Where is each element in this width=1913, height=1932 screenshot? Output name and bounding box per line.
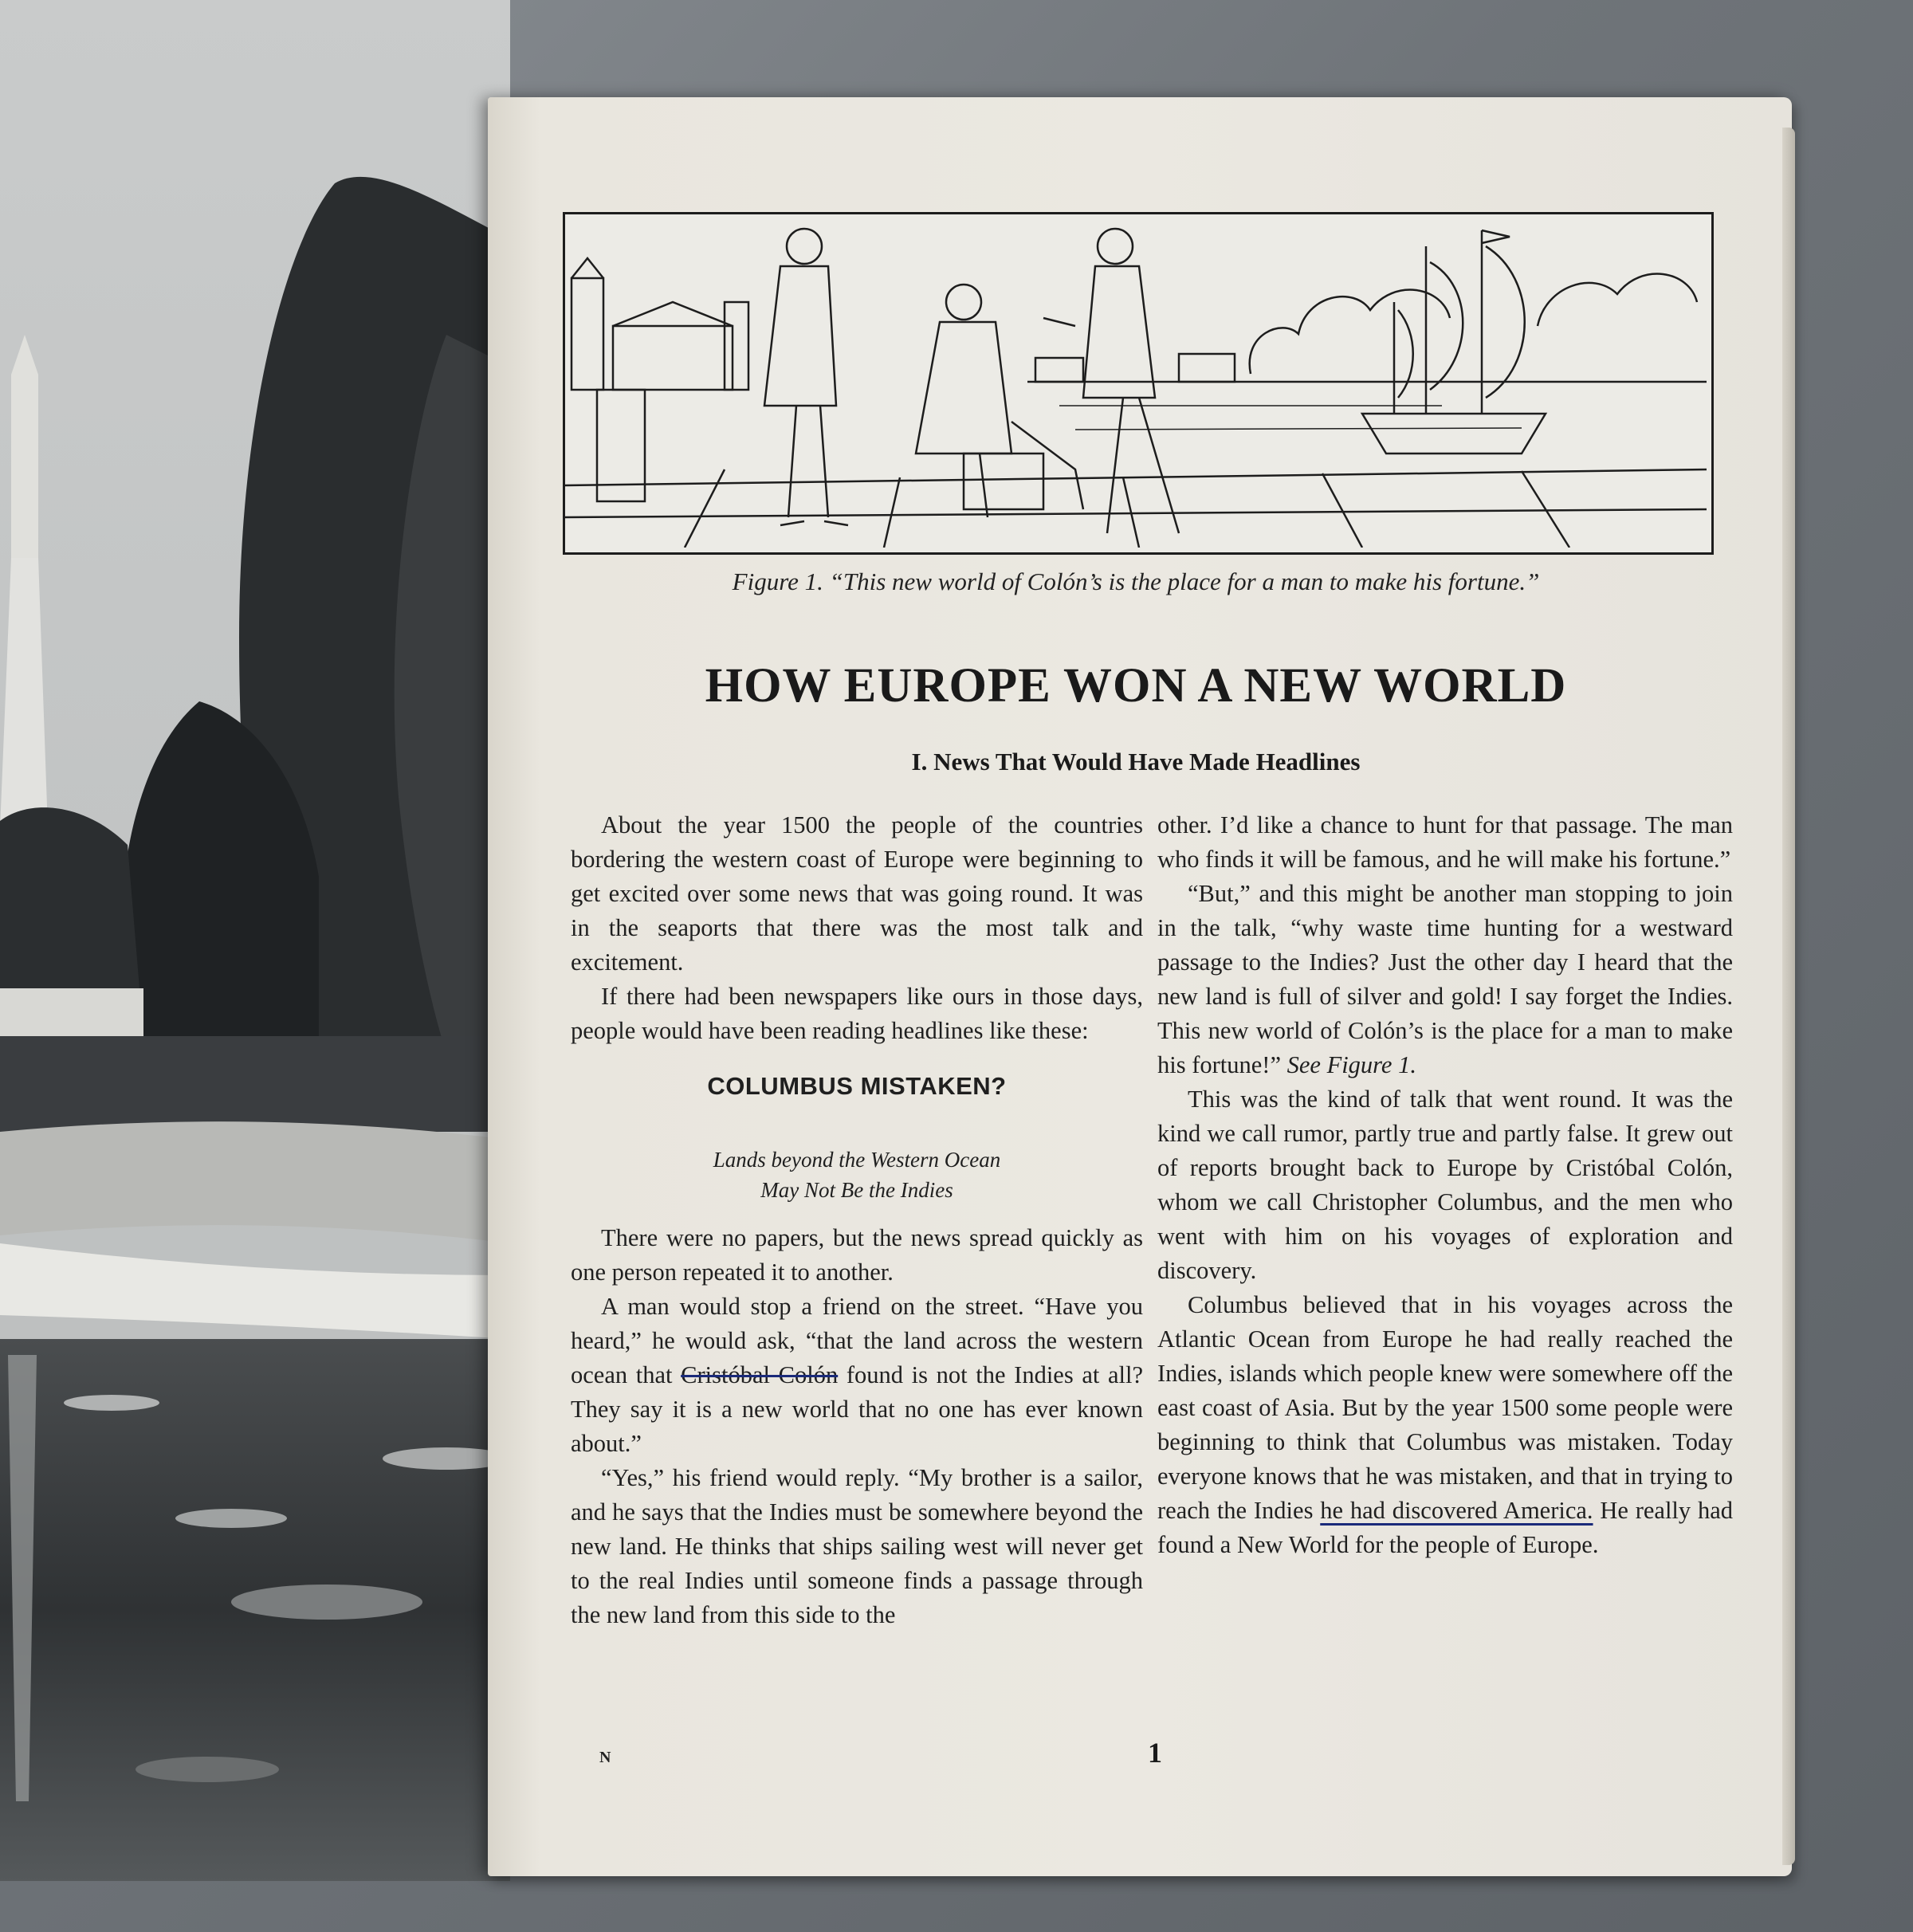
paragraph-text: He really had found a New World for the people of Europe. bbox=[1157, 1497, 1734, 1558]
caption-label: Figure 1. bbox=[732, 567, 823, 595]
paragraph: This was the kind of talk that went round. It was the kind we call rumor, partly true and partly false. It grew out of reports brought back to Europe by Cristóbal Colón, whom we call Christopher Columbus, and the men who went with him on his voyages of exploration and discovery. bbox=[1157, 1086, 1733, 1284]
caption-text: “This new world of Colón’s is the place for a man to make his fortune.” bbox=[829, 567, 1540, 595]
newspaper-headline: COLUMBUS MISTAKEN? bbox=[707, 1072, 1007, 1100]
paragraph bbox=[1157, 1288, 1733, 1562]
lily-pad bbox=[136, 1757, 279, 1782]
harbor-scene-drawing bbox=[565, 214, 1707, 548]
pen-underlined-text: he had discovered America. bbox=[1320, 1497, 1593, 1524]
figure-reference: See Figure 1. bbox=[1286, 1051, 1416, 1078]
lily-pad bbox=[64, 1395, 159, 1411]
signature-mark: N bbox=[599, 1749, 611, 1766]
paragraph-text: A man would stop a friend on the street. “Have you heard,” he would ask, “that the land across the western ocean that bbox=[571, 1293, 1143, 1388]
paragraph: “Yes,” his friend would reply. “My brother is a sailor, and he says that the Indies must be somewhere beyond the new land. He thinks that ships sailing west will never get to the real Indies until someone finds a passage through the new land from this side to the bbox=[571, 1464, 1143, 1628]
section-title: I. News That Would Have Made Headlines bbox=[911, 748, 1361, 776]
paragraph-text: “But,” and this might be another man stopping to join in the talk, “why waste time hunting for a westward passage to the Indies? Just the other day I heard that the new land is full of silver and gold! I say forget the Indies. This new world of Colón’s is the place for a man to make his fortune!” bbox=[1157, 880, 1733, 1078]
paragraph-text: Columbus believed that in his voyages across the Atlantic Ocean from Europe he had really reached the Indies, islands which people knew were somewhere off the east coast of Asia. But by the year 1500 some people were beginning to think that Columbus was mistaken. Today everyone knows that he was mistaken, and that in trying to reach the Indies bbox=[1157, 1291, 1733, 1524]
paragraph: other. I’d like a chance to hunt for that passage. The man who finds it will be famous, and he will make his fortune.” bbox=[1157, 811, 1733, 873]
paragraph: If there had been newspapers like ours in those days, people would have been reading headlines like these: bbox=[571, 983, 1143, 1044]
page-edge bbox=[1782, 128, 1795, 1865]
paragraph: There were no papers, but the news spread quickly as one person repeated it to another. bbox=[571, 1224, 1143, 1286]
figure-caption bbox=[558, 567, 1714, 596]
balustrade bbox=[0, 988, 143, 1036]
paragraph: About the year 1500 the people of the countries bordering the western coast of Europe were beginning to get excited over some news that was going round. It was in the seaports that there was the most talk and excitement. bbox=[571, 811, 1143, 976]
subhead-line: May Not Be the Indies bbox=[760, 1178, 953, 1202]
subhead-line: Lands beyond the Western Ocean bbox=[713, 1148, 1001, 1172]
pen-struck-text: Cristóbal Colón bbox=[681, 1361, 839, 1388]
figure-1-illustration bbox=[563, 212, 1714, 555]
paragraph bbox=[571, 1290, 1143, 1461]
newspaper-subhead bbox=[571, 1145, 1143, 1205]
chapter-title: HOW EUROPE WON A NEW WORLD bbox=[705, 659, 1567, 713]
lily-pad bbox=[231, 1584, 422, 1620]
garden-pond-photo bbox=[0, 0, 510, 1881]
pond-coping bbox=[0, 1121, 510, 1243]
paragraph bbox=[1157, 877, 1733, 1082]
left-text-column bbox=[571, 808, 1143, 1632]
right-text-column bbox=[1157, 808, 1733, 1562]
page-number: 1 bbox=[1148, 1737, 1162, 1769]
lily-pad bbox=[175, 1509, 287, 1528]
left-page-photograph bbox=[0, 0, 510, 1881]
paragraph-text: found is not the Indies at all? They say it is a new world that no one has ever known about.” bbox=[571, 1361, 1144, 1457]
